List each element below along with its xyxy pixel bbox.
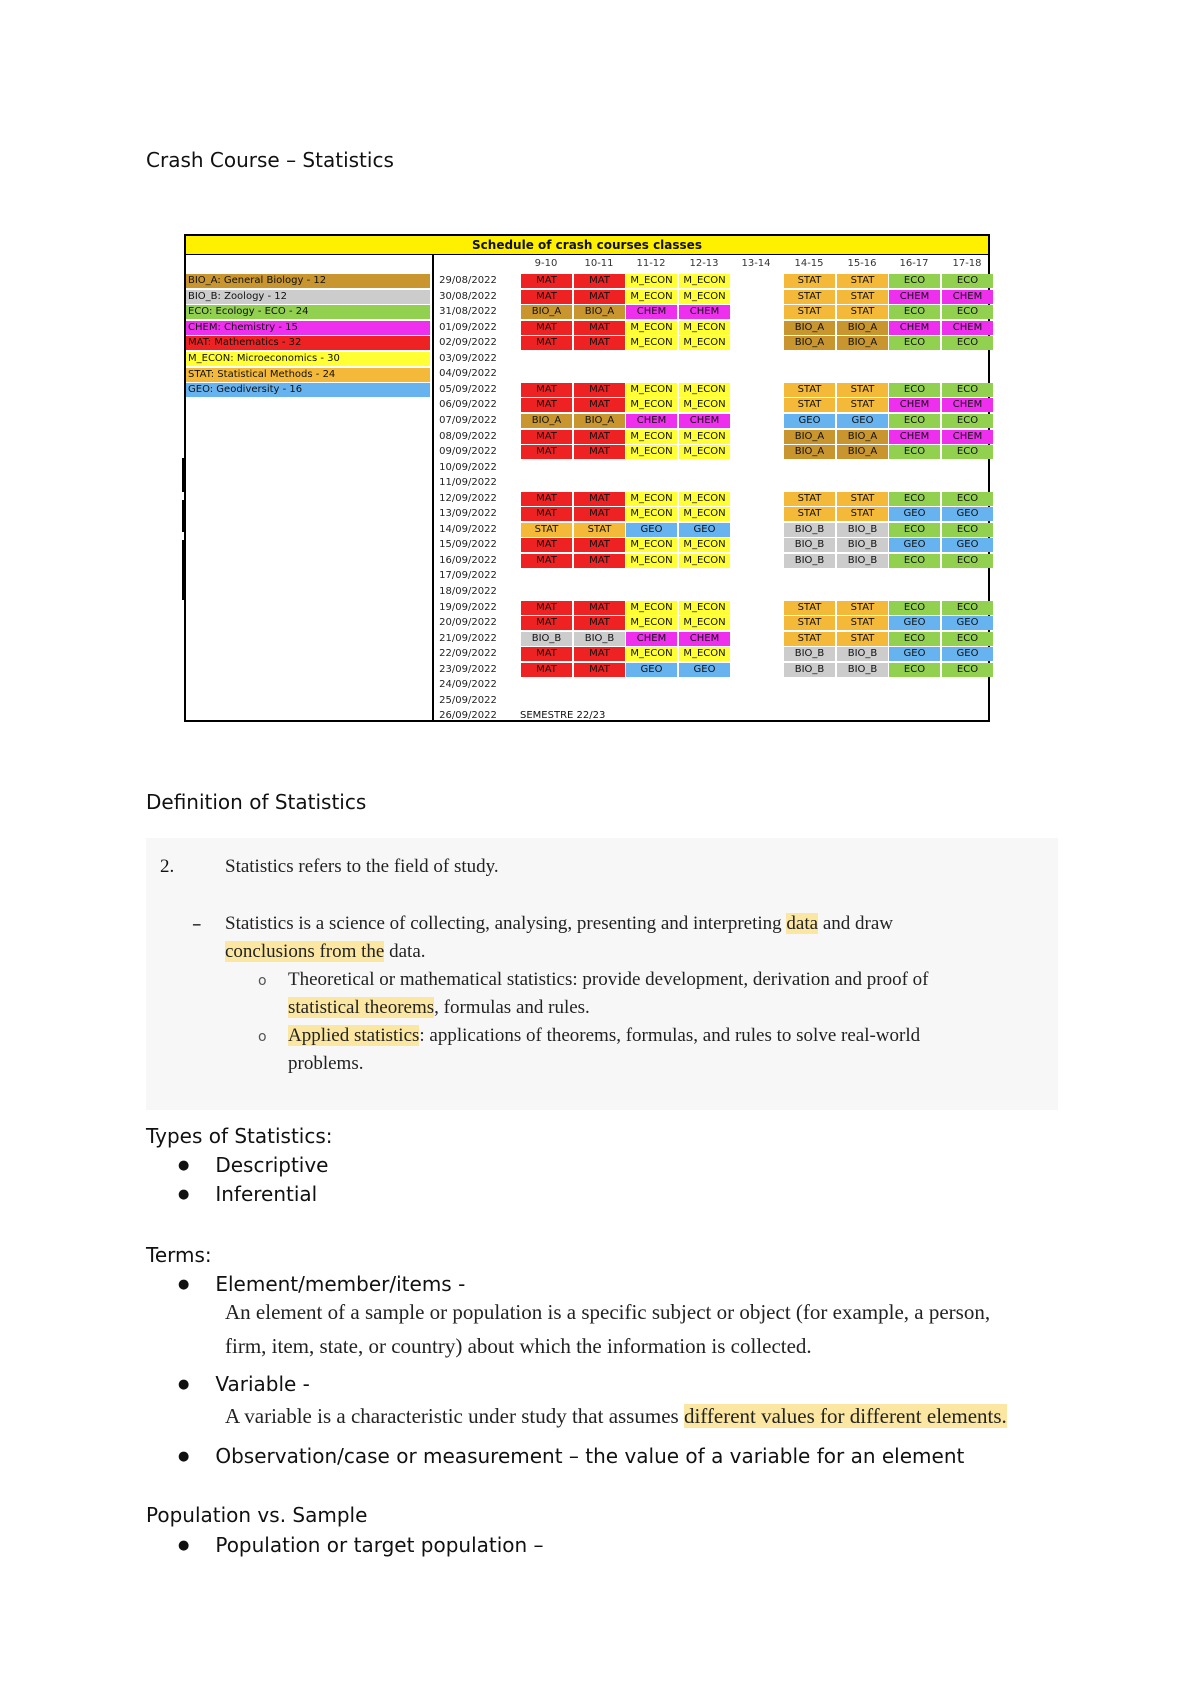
element-definition-2: firm, item, state, or country) about which the information is collected. [225, 1334, 812, 1358]
schedule-cell [731, 274, 782, 288]
schedule-cell: STAT [784, 274, 835, 288]
hour-header: 15-16 [847, 258, 877, 269]
hour-header: 12-13 [689, 258, 719, 269]
schedule-cell: MAT [574, 398, 625, 412]
schedule-cell: CHEM [679, 414, 730, 428]
hour-header: 17-18 [952, 258, 982, 269]
schedule-cell: GEO [626, 663, 677, 677]
schedule-cell: ECO [942, 601, 993, 615]
schedule-cell: ECO [942, 523, 993, 537]
schedule-date: 23/09/2022 [439, 663, 497, 675]
schedule-date: 17/09/2022 [439, 570, 497, 582]
schedule-cell: MAT [521, 336, 572, 350]
dash-bullet: – [192, 913, 202, 935]
schedule-cell: MAT [521, 290, 572, 304]
schedule-cell: M_ECON [679, 554, 730, 568]
schedule-cell: BIO_A [784, 430, 835, 444]
schedule-cell: MAT [574, 290, 625, 304]
schedule-cell: ECO [889, 445, 940, 459]
schedule-cell: MAT [521, 554, 572, 568]
schedule-cell: STAT [784, 290, 835, 304]
schedule-cell: ECO [889, 601, 940, 615]
schedule-cell: MAT [574, 663, 625, 677]
population-item: ● Population or target population – [178, 1533, 544, 1557]
schedule-cell: MAT [574, 647, 625, 661]
schedule-cell: BIO_A [837, 336, 888, 350]
schedule-cell: BIO_B [837, 538, 888, 552]
schedule-cell: CHEM [626, 632, 677, 646]
schedule-cell: CHEM [942, 398, 993, 412]
schedule-cell: ECO [889, 383, 940, 397]
schedule-cell: M_ECON [626, 507, 677, 521]
schedule-cell [731, 305, 782, 319]
theoretical-line-2: statistical theorems, formulas and rules. [288, 997, 590, 1018]
schedule-cell: ECO [889, 492, 940, 506]
schedule-cell: ECO [942, 274, 993, 288]
left-margin-mark [182, 540, 184, 600]
schedule-cell [731, 290, 782, 304]
schedule-cell: BIO_A [574, 305, 625, 319]
hour-header: 14-15 [794, 258, 824, 269]
schedule-cell: GEO [942, 538, 993, 552]
schedule-cell: CHEM [942, 430, 993, 444]
schedule-cell: GEO [626, 523, 677, 537]
schedule-cell: STAT [837, 305, 888, 319]
schedule-cell: M_ECON [679, 616, 730, 630]
schedule-cell: BIO_B [837, 647, 888, 661]
schedule-cell [731, 398, 782, 412]
schedule-cell [731, 336, 782, 350]
legend-item: BIO_B: Zoology - 12 [186, 290, 430, 304]
schedule-cell: STAT [784, 601, 835, 615]
schedule-cell: MAT [574, 507, 625, 521]
definition-box [146, 838, 1058, 1110]
schedule-cell: BIO_B [521, 632, 572, 646]
schedule-cell: CHEM [889, 430, 940, 444]
schedule-cell: GEO [679, 663, 730, 677]
schedule-date: 14/09/2022 [439, 523, 497, 535]
schedule-date: 16/09/2022 [439, 554, 497, 566]
schedule-cell: MAT [574, 554, 625, 568]
schedule-cell: STAT [837, 616, 888, 630]
schedule-cell [731, 321, 782, 335]
types-item: ● Inferential [178, 1182, 317, 1206]
schedule-cell: MAT [574, 321, 625, 335]
schedule-cell: M_ECON [679, 383, 730, 397]
definition-heading: Definition of Statistics [146, 790, 367, 814]
schedule-cell: BIO_A [837, 321, 888, 335]
schedule-cell: ECO [942, 336, 993, 350]
legend-item: MAT: Mathematics - 32 [186, 336, 430, 350]
schedule-cell: MAT [521, 492, 572, 506]
schedule-cell: MAT [521, 430, 572, 444]
schedule-cell [731, 632, 782, 646]
schedule-cell: CHEM [942, 321, 993, 335]
schedule-date: 20/09/2022 [439, 617, 497, 629]
schedule-cell: BIO_A [574, 414, 625, 428]
schedule-date: 13/09/2022 [439, 508, 497, 520]
left-margin-mark [182, 458, 184, 492]
legend-item: STAT: Statistical Methods - 24 [186, 368, 430, 382]
schedule-date: 26/09/2022 [439, 710, 497, 722]
schedule-cell: M_ECON [679, 336, 730, 350]
schedule-cell: CHEM [942, 290, 993, 304]
schedule-cell: M_ECON [626, 398, 677, 412]
schedule-cell: GEO [889, 538, 940, 552]
schedule-cell: BIO_B [837, 554, 888, 568]
hour-header: 13-14 [741, 258, 771, 269]
schedule-cell [731, 414, 782, 428]
schedule-cell: M_ECON [626, 601, 677, 615]
schedule-cell: STAT [837, 632, 888, 646]
schedule-cell [731, 383, 782, 397]
schedule-cell: STAT [784, 616, 835, 630]
schedule-cell: M_ECON [626, 290, 677, 304]
schedule-cell: ECO [889, 414, 940, 428]
schedule-cell: BIO_A [837, 430, 888, 444]
schedule-cell: STAT [837, 398, 888, 412]
schedule-cell: M_ECON [626, 538, 677, 552]
schedule-cell: STAT [837, 492, 888, 506]
schedule-cell [731, 523, 782, 537]
schedule-cell: M_ECON [626, 430, 677, 444]
schedule-cell: ECO [942, 632, 993, 646]
schedule-cell [731, 507, 782, 521]
schedule-cell: MAT [574, 445, 625, 459]
schedule-cell: STAT [784, 492, 835, 506]
terms-heading: Terms: [146, 1243, 212, 1267]
schedule-cell: GEO [889, 616, 940, 630]
schedule-cell: BIO_B [837, 663, 888, 677]
hour-header: 10-11 [584, 258, 614, 269]
schedule-cell: M_ECON [626, 336, 677, 350]
schedule-cell: BIO_A [784, 445, 835, 459]
circle-bullet: o [258, 973, 267, 989]
schedule-cell: M_ECON [626, 554, 677, 568]
schedule-cell: GEO [784, 414, 835, 428]
term-variable: ● Variable - [178, 1372, 310, 1396]
schedule-cell: CHEM [626, 305, 677, 319]
schedule-date: 29/08/2022 [439, 275, 497, 286]
legend-item: BIO_A: General Biology - 12 [186, 274, 430, 288]
schedule-cell: STAT [837, 290, 888, 304]
schedule-cell: M_ECON [679, 321, 730, 335]
schedule-table [184, 234, 990, 722]
schedule-cell: STAT [521, 523, 572, 537]
schedule-cell: CHEM [889, 398, 940, 412]
schedule-date: 08/09/2022 [439, 430, 497, 442]
schedule-cell: STAT [837, 601, 888, 615]
schedule-cell: STAT [837, 274, 888, 288]
schedule-cell: GEO [889, 647, 940, 661]
schedule-date: 01/09/2022 [439, 321, 497, 333]
schedule-cell: MAT [521, 538, 572, 552]
term-element: ● Element/member/items - [178, 1272, 465, 1296]
schedule-cell: M_ECON [679, 647, 730, 661]
schedule-cell: MAT [521, 663, 572, 677]
schedule-cell: MAT [521, 616, 572, 630]
schedule-cell: M_ECON [626, 383, 677, 397]
schedule-cell: M_ECON [626, 616, 677, 630]
schedule-cell: BIO_A [521, 414, 572, 428]
schedule-cell: GEO [889, 507, 940, 521]
schedule-cell: M_ECON [679, 274, 730, 288]
schedule-cell: ECO [889, 305, 940, 319]
schedule-cell: M_ECON [679, 601, 730, 615]
schedule-cell: STAT [574, 523, 625, 537]
schedule-cell: BIO_B [837, 523, 888, 537]
theoretical-line-1: Theoretical or mathematical statistics: provide development, derivation and proof of [288, 969, 929, 990]
schedule-cell: BIO_B [784, 647, 835, 661]
schedule-cell: STAT [837, 383, 888, 397]
schedule-cell: CHEM [626, 414, 677, 428]
schedule-cell: MAT [521, 601, 572, 615]
page-title: Crash Course – Statistics [146, 148, 394, 172]
schedule-date: 10/09/2022 [439, 461, 497, 473]
schedule-date: 15/09/2022 [439, 539, 497, 551]
schedule-date: 03/09/2022 [439, 352, 497, 364]
schedule-cell: ECO [942, 663, 993, 677]
schedule-cell: ECO [942, 492, 993, 506]
schedule-cell: MAT [521, 398, 572, 412]
legend-item: CHEM: Chemistry - 15 [186, 321, 430, 335]
schedule-cell [731, 445, 782, 459]
schedule-cell: GEO [942, 616, 993, 630]
legend-item: ECO: Ecology - ECO - 24 [186, 305, 430, 319]
schedule-cell: ECO [942, 445, 993, 459]
schedule-cell: MAT [574, 601, 625, 615]
schedule-cell: STAT [837, 507, 888, 521]
schedule-cell: GEO [942, 647, 993, 661]
schedule-cell: ECO [942, 305, 993, 319]
schedule-cell [731, 554, 782, 568]
schedule-cell: M_ECON [679, 290, 730, 304]
legend-item: GEO: Geodiversity - 16 [186, 383, 430, 397]
schedule-cell: M_ECON [679, 492, 730, 506]
hour-header: 11-12 [636, 258, 666, 269]
schedule-date: 06/09/2022 [439, 399, 497, 411]
schedule-cell: STAT [784, 398, 835, 412]
schedule-cell: MAT [574, 538, 625, 552]
schedule-cell [731, 430, 782, 444]
schedule-cell: MAT [574, 274, 625, 288]
schedule-cell: STAT [784, 383, 835, 397]
hour-header: 9-10 [534, 258, 558, 269]
schedule-cell [731, 538, 782, 552]
schedule-cell: MAT [521, 647, 572, 661]
schedule-cell: BIO_B [784, 523, 835, 537]
schedule-cell: M_ECON [679, 398, 730, 412]
schedule-cell: MAT [574, 430, 625, 444]
schedule-cell: ECO [889, 663, 940, 677]
schedule-cell: M_ECON [626, 445, 677, 459]
schedule-cell: M_ECON [626, 321, 677, 335]
schedule-cell: CHEM [889, 321, 940, 335]
schedule-cell: ECO [889, 336, 940, 350]
schedule-title: Schedule of crash courses classes [186, 236, 988, 255]
schedule-cell: M_ECON [679, 538, 730, 552]
variable-definition: A variable is a characteristic under study that assumes different values for different elements. [225, 1404, 1007, 1428]
schedule-cell: BIO_A [521, 305, 572, 319]
schedule-date: 22/09/2022 [439, 648, 497, 660]
schedule-cell: ECO [942, 414, 993, 428]
left-margin-mark [182, 500, 184, 532]
schedule-cell: CHEM [889, 290, 940, 304]
schedule-date: 11/09/2022 [439, 477, 497, 489]
schedule-cell: ECO [889, 274, 940, 288]
schedule-cell: ECO [889, 554, 940, 568]
schedule-cell: ECO [889, 632, 940, 646]
schedule-cell: BIO_B [784, 663, 835, 677]
schedule-cell: CHEM [679, 305, 730, 319]
schedule-cell: M_ECON [626, 492, 677, 506]
schedule-date: 04/09/2022 [439, 368, 497, 380]
types-item: ● Descriptive [178, 1153, 328, 1177]
applied-line-2: problems. [288, 1053, 364, 1074]
schedule-date: 24/09/2022 [439, 679, 497, 691]
schedule-note: SEMESTRE 22/23 [520, 710, 606, 722]
schedule-cell: M_ECON [679, 445, 730, 459]
types-heading: Types of Statistics: [146, 1124, 333, 1148]
element-definition-1: An element of a sample or population is a specific subject or object (for example, a person, [225, 1300, 991, 1324]
schedule-date: 21/09/2022 [439, 632, 497, 644]
schedule-date: 09/09/2022 [439, 446, 497, 458]
schedule-cell: CHEM [679, 632, 730, 646]
schedule-cell [731, 647, 782, 661]
definition-line-2: conclusions from the data. [225, 941, 426, 962]
schedule-cell: BIO_B [574, 632, 625, 646]
schedule-cell: BIO_A [784, 336, 835, 350]
schedule-cell: M_ECON [679, 430, 730, 444]
schedule-cell: MAT [521, 321, 572, 335]
applied-line-1: Applied statistics: applications of theorems, formulas, and rules to solve real-world [288, 1025, 921, 1046]
hour-header: 16-17 [899, 258, 929, 269]
schedule-cell: BIO_B [784, 538, 835, 552]
schedule-cell: MAT [574, 616, 625, 630]
schedule-cell: MAT [574, 492, 625, 506]
definition-line-1: Statistics is a science of collecting, analysing, presenting and interpreting data and draw [225, 913, 893, 934]
schedule-cell: STAT [784, 305, 835, 319]
schedule-cell [731, 663, 782, 677]
schedule-cell: M_ECON [626, 274, 677, 288]
schedule-cell: M_ECON [626, 647, 677, 661]
schedule-cell [731, 492, 782, 506]
schedule-cell: BIO_A [837, 445, 888, 459]
definition-number: 2. [160, 856, 175, 877]
definition-intro: Statistics refers to the field of study. [225, 856, 499, 877]
schedule-cell: MAT [521, 445, 572, 459]
circle-bullet: o [258, 1029, 267, 1045]
schedule-cell: MAT [521, 274, 572, 288]
schedule-cell: ECO [942, 554, 993, 568]
schedule-date: 02/09/2022 [439, 337, 497, 349]
schedule-cell [731, 601, 782, 615]
schedule-cell: STAT [784, 507, 835, 521]
legend-item: M_ECON: Microeconomics - 30 [186, 352, 430, 366]
population-heading: Population vs. Sample [146, 1503, 368, 1527]
schedule-date: 30/08/2022 [439, 290, 497, 302]
schedule-cell: ECO [889, 523, 940, 537]
schedule-date: 12/09/2022 [439, 492, 497, 504]
schedule-cell: MAT [574, 383, 625, 397]
schedule-cell: STAT [784, 632, 835, 646]
schedule-cell: MAT [521, 383, 572, 397]
schedule-date: 05/09/2022 [439, 383, 497, 395]
schedule-cell: BIO_B [784, 554, 835, 568]
schedule-date: 19/09/2022 [439, 601, 497, 613]
schedule-cell: MAT [521, 507, 572, 521]
schedule-date: 31/08/2022 [439, 306, 497, 318]
schedule-cell: BIO_A [784, 321, 835, 335]
schedule-cell: GEO [837, 414, 888, 428]
schedule-date: 07/09/2022 [439, 414, 497, 426]
schedule-date: 25/09/2022 [439, 694, 497, 706]
schedule-cell: ECO [942, 383, 993, 397]
schedule-cell: GEO [679, 523, 730, 537]
schedule-date: 18/09/2022 [439, 586, 497, 597]
schedule-cell: GEO [942, 507, 993, 521]
schedule-cell [731, 616, 782, 630]
schedule-cell: M_ECON [679, 507, 730, 521]
schedule-cell: MAT [574, 336, 625, 350]
term-observation: ● Observation/case or measurement – the value of a variable for an element [178, 1444, 964, 1468]
